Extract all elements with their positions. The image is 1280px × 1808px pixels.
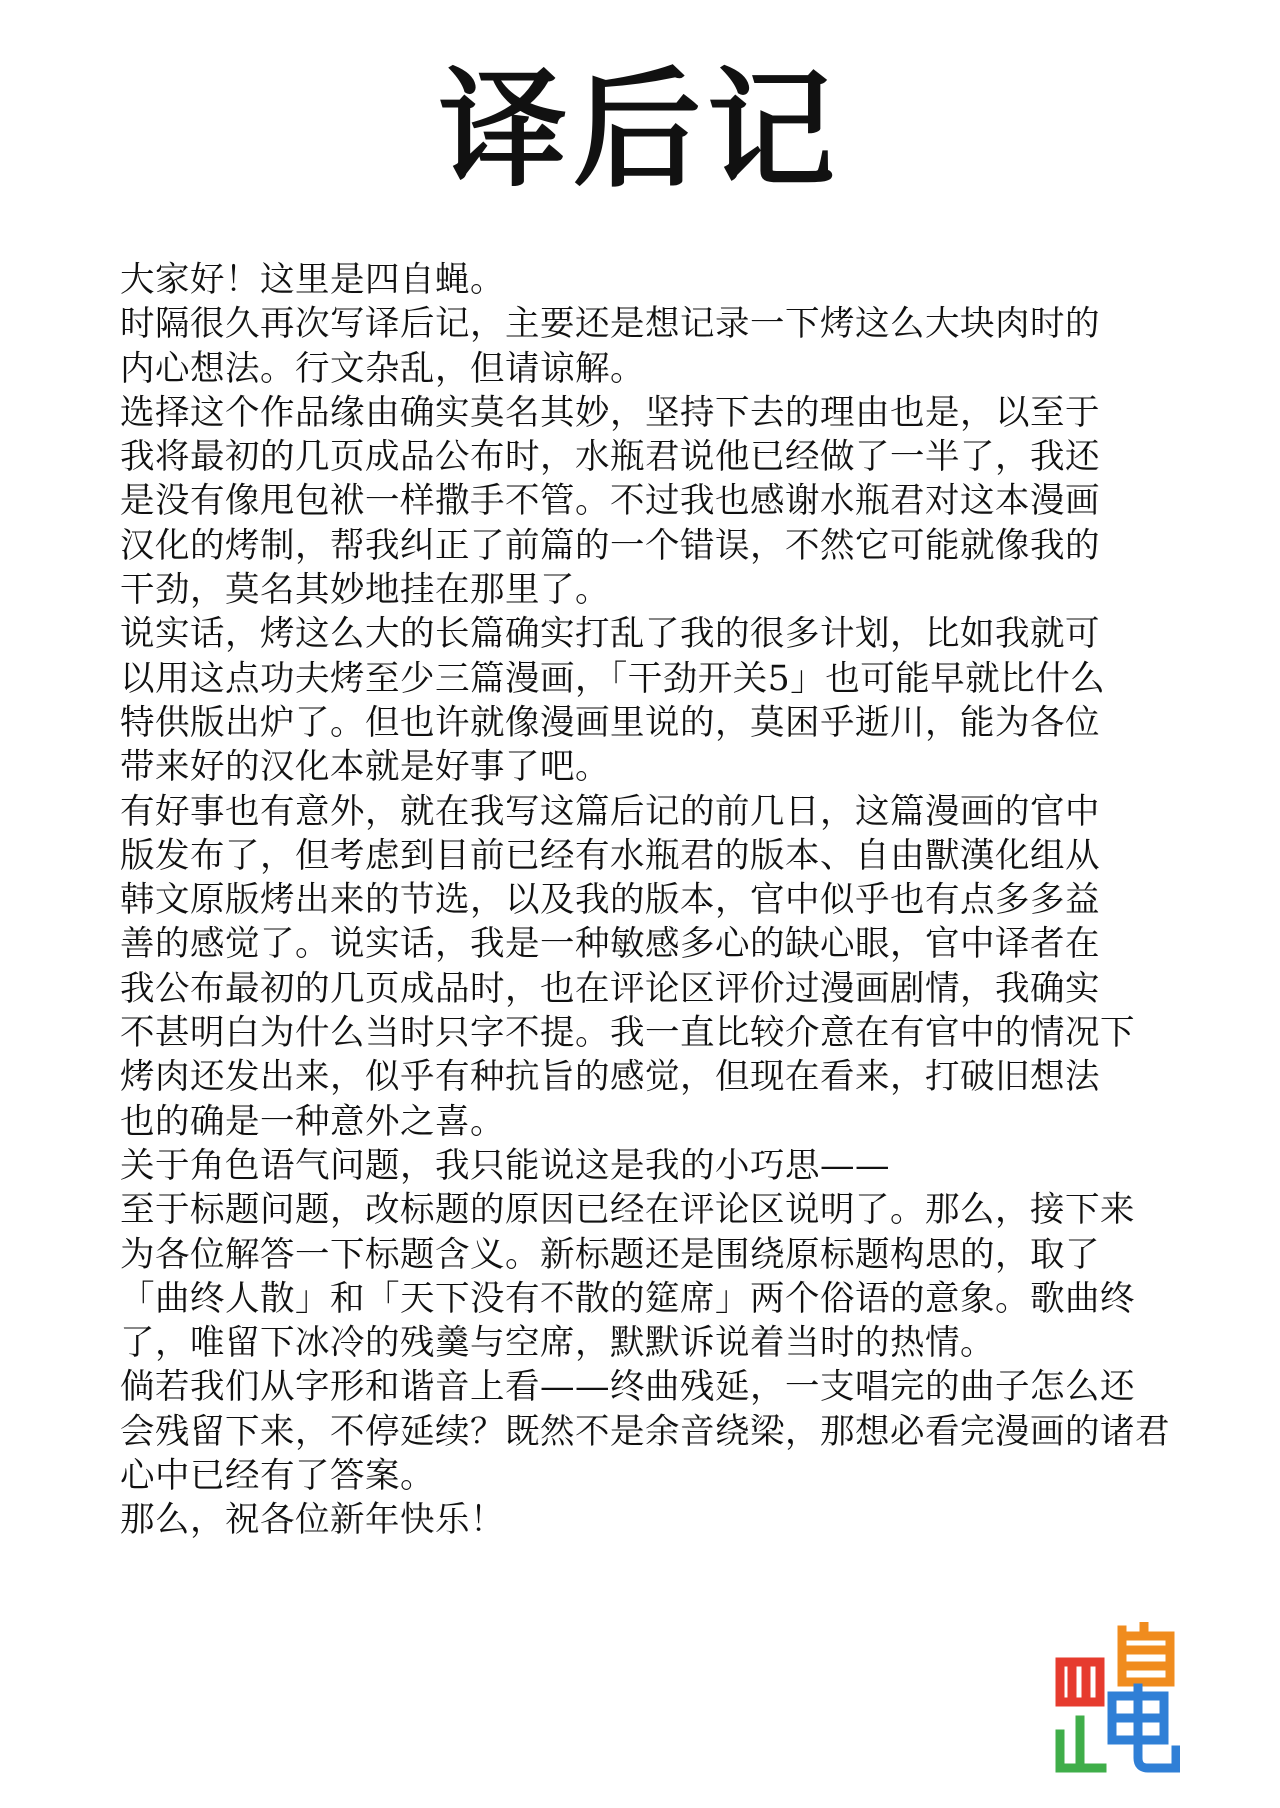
text-line: 我公布最初的几页成品时，也在评论区评价过漫画剧情，我确实	[120, 968, 1100, 1009]
text-line: 为各位解答一下标题含义。新标题还是围绕原标题构思的，取了	[120, 1234, 1100, 1275]
text-line: 版发布了，但考虑到目前已经有水瓶君的版本、自由獸漢化组从	[120, 835, 1100, 876]
text-line: 我将最初的几页成品公布时，水瓶君说他已经做了一半了，我还	[120, 437, 1100, 478]
text-line: 了，唯留下冰冷的残羹与空席，默默诉说着当时的热情。	[120, 1323, 995, 1364]
afterword-body	[120, 258, 1200, 1543]
text-line: 不甚明白为什么当时只字不提。我一直比较介意在有官中的情况下	[120, 1013, 1135, 1054]
text-line: 特供版出炉了。但也许就像漫画里说的，莫困乎逝川，能为各位	[120, 702, 1100, 743]
fly-logo-icon	[1052, 1622, 1180, 1774]
text-line: 关于角色语气问题，我只能说这是我的小巧思——	[120, 1145, 890, 1186]
text-line: 那么，祝各位新年快乐！	[120, 1500, 505, 1541]
logo-strokes	[1060, 1624, 1176, 1768]
text-line: 是没有像甩包袱一样撒手不管。不过我也感谢水瓶君对这本漫画	[120, 481, 1100, 522]
text-line: 烤肉还发出来，似乎有种抗旨的感觉，但现在看来，打破旧想法	[120, 1057, 1100, 1098]
text-line: 也的确是一种意外之喜。	[120, 1101, 505, 1142]
text-line: 心中已经有了答案。	[120, 1456, 435, 1497]
text-line: 时隔很久再次写译后记，主要还是想记录一下烤这么大块肉时的	[120, 304, 1100, 345]
text-line: 倘若我们从字形和谐音上看——终曲残延，一支唱完的曲子怎么还	[120, 1367, 1135, 1408]
text-line: 干劲，莫名其妙地挂在那里了。	[120, 570, 610, 611]
text-line: 说实话，烤这么大的长篇确实打乱了我的很多计划，比如我就可	[120, 614, 1100, 655]
text-line: 有好事也有意外，就在我写这篇后记的前几日，这篇漫画的官中	[120, 791, 1100, 832]
text-line: 「曲终人散」和「天下没有不散的筵席」两个俗语的意象。歌曲终	[120, 1278, 1135, 1319]
text-line: 内心想法。行文杂乱，但请谅解。	[120, 348, 645, 389]
text-line: 带来好的汉化本就是好事了吧。	[120, 747, 610, 788]
text-line: 善的感觉了。说实话，我是一种敏感多心的缺心眼，官中译者在	[120, 924, 1100, 965]
text-line: 韩文原版烤出来的节选，以及我的版本，官中似乎也有点多多益	[120, 880, 1100, 921]
text-line: 会残留下来，不停延续？既然不是余音绕梁，那想必看完漫画的诸君	[120, 1411, 1170, 1452]
text-line: 选择这个作品缘由确实莫名其妙，坚持下去的理由也是，以至于	[120, 392, 1100, 433]
page-title: 译后记	[438, 55, 841, 205]
text-line: 至于标题问题，改标题的原因已经在评论区说明了。那么，接下来	[120, 1190, 1135, 1231]
text-line: 大家好！这里是四自蝇。	[120, 260, 505, 300]
text-line: 汉化的烤制，帮我纠正了前篇的一个错误，不然它可能就像我的	[120, 525, 1100, 566]
text-line: 以用这点功夫烤至少三篇漫画，「干劲开关5」也可能早就比什么	[120, 658, 1106, 699]
